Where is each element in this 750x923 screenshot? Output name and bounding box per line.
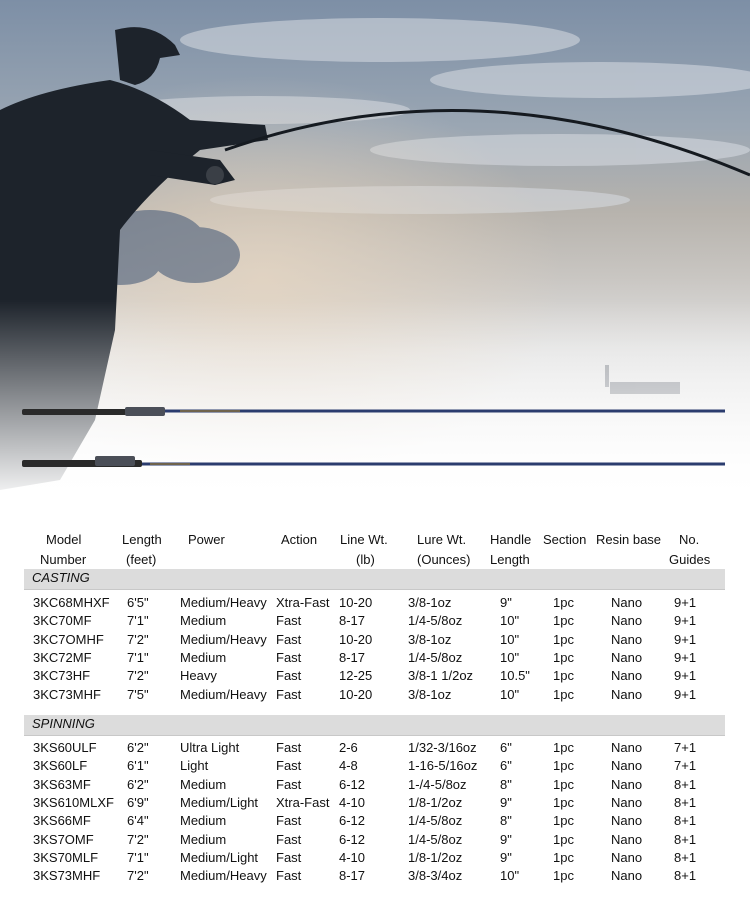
cell-line-weight: 4-8 xyxy=(339,758,358,774)
cell-model: 3KS610MLXF xyxy=(33,794,114,810)
cell-handle-length: 9" xyxy=(500,794,512,810)
cell-length: 7'1" xyxy=(127,613,149,629)
cell-power: Heavy xyxy=(180,668,217,684)
cell-length: 6'2" xyxy=(127,776,149,792)
cell-handle-length: 10.5" xyxy=(500,668,530,684)
cell-section: 1pc xyxy=(553,740,574,755)
cell-model: 3KS60ULF xyxy=(33,740,97,755)
header-resin: Resin base xyxy=(596,532,662,547)
cell-section: 1pc xyxy=(553,849,574,865)
cell-length: 6'5" xyxy=(127,595,149,610)
cell-resin-base: Nano xyxy=(611,686,643,702)
cell-model: 3KS60LF xyxy=(33,758,88,774)
cell-power: Ultra Light xyxy=(180,740,240,755)
cell-model: 3KC72MF xyxy=(33,649,92,665)
cell-guides: 9+1 xyxy=(674,631,697,647)
cell-action: Fast xyxy=(276,668,302,684)
cell-handle-length: 9" xyxy=(500,595,512,610)
cell-lure-weight: 3/8-1oz xyxy=(408,686,452,702)
header-handle: Handle xyxy=(490,532,532,547)
cell-length: 7'2" xyxy=(127,831,149,847)
cell-power: Medium/Heavy xyxy=(180,631,267,647)
cell-guides: 8+1 xyxy=(674,849,697,865)
reel-icon xyxy=(206,166,224,184)
cell-resin-base: Nano xyxy=(611,794,643,810)
cell-power: Light xyxy=(180,758,209,774)
cell-length: 7'2" xyxy=(127,668,149,684)
cell-power: Medium/Heavy xyxy=(180,868,267,884)
cell-guides: 7+1 xyxy=(674,740,697,755)
table-row xyxy=(0,849,750,867)
cell-model: 3KC73HF xyxy=(33,668,91,684)
casting-section-header xyxy=(24,569,725,590)
cell-power: Medium/Light xyxy=(180,794,259,810)
cell-guides: 7+1 xyxy=(674,758,697,774)
cell-power: Medium xyxy=(180,649,227,665)
cell-power: Medium/Light xyxy=(180,849,259,865)
cell-resin-base: Nano xyxy=(611,595,643,610)
cell-length: 7'2" xyxy=(127,868,149,884)
cell-model: 3KC68MHXF xyxy=(33,595,110,610)
cell-section: 1pc xyxy=(553,668,574,684)
cell-power: Medium xyxy=(180,613,227,629)
table-row xyxy=(0,739,750,757)
cell-action: Fast xyxy=(276,849,302,865)
cell-length: 7'5" xyxy=(127,686,149,702)
cell-model: 3KC70MF xyxy=(33,613,92,629)
cell-model: 3KS73MHF xyxy=(33,868,101,884)
cell-power: Medium/Heavy xyxy=(180,595,267,610)
table-row xyxy=(0,594,750,612)
cell-handle-length: 6" xyxy=(500,758,512,774)
cell-line-weight: 10-20 xyxy=(339,595,373,610)
cell-guides: 9+1 xyxy=(674,668,697,684)
cell-section: 1pc xyxy=(553,868,574,884)
cell-lure-weight: 1/4-5/8oz xyxy=(408,613,463,629)
cell-model: 3KS63MF xyxy=(33,776,91,792)
cell-resin-base: Nano xyxy=(611,776,643,792)
header-handle-2: Length xyxy=(490,552,530,567)
cell-section: 1pc xyxy=(553,613,574,629)
cell-resin-base: Nano xyxy=(611,668,643,684)
cell-model: 3KS70MLF xyxy=(33,849,99,865)
header-action: Action xyxy=(281,532,318,547)
cell-power: Medium xyxy=(180,776,227,792)
cell-action: Fast xyxy=(276,831,302,847)
cell-line-weight: 4-10 xyxy=(339,849,366,865)
cell-action: Fast xyxy=(276,776,302,792)
cell-handle-length: 10" xyxy=(500,631,520,647)
cell-section: 1pc xyxy=(553,776,574,792)
cell-action: Xtra-Fast xyxy=(276,794,330,810)
cell-lure-weight: 3/8-3/4oz xyxy=(408,868,463,884)
cell-length: 7'1" xyxy=(127,649,149,665)
cell-lure-weight: 1/8-1/2oz xyxy=(408,849,463,865)
header-model: Model xyxy=(46,532,82,547)
cell-lure-weight: 3/8-1oz xyxy=(408,595,452,610)
cell-lure-weight: 1/4-5/8oz xyxy=(408,813,463,829)
cell-lure-weight: 1-/4-5/8oz xyxy=(408,776,467,792)
cell-line-weight: 6-12 xyxy=(339,813,366,829)
cell-resin-base: Nano xyxy=(611,740,643,755)
cell-line-weight: 12-25 xyxy=(339,668,373,684)
cell-length: 7'2" xyxy=(127,631,149,647)
cell-resin-base: Nano xyxy=(611,649,643,665)
cell-lure-weight: 1-16-5/16oz xyxy=(408,758,478,774)
table-row xyxy=(0,831,750,849)
cell-resin-base: Nano xyxy=(611,813,643,829)
header-length-2: (feet) xyxy=(126,552,157,567)
cell-lure-weight: 3/8-1oz xyxy=(408,631,452,647)
cell-line-weight: 4-10 xyxy=(339,794,366,810)
cell-line-weight: 8-17 xyxy=(339,613,366,629)
cell-handle-length: 10" xyxy=(500,613,520,629)
header-section: Section xyxy=(543,532,587,547)
cell-length: 7'1" xyxy=(127,849,149,865)
header-line: Line Wt. xyxy=(340,532,388,547)
cell-power: Medium/Heavy xyxy=(180,686,267,702)
cell-section: 1pc xyxy=(553,631,574,647)
cell-section: 1pc xyxy=(553,794,574,810)
header-lure-2: (Ounces) xyxy=(417,552,471,567)
cell-section: 1pc xyxy=(553,686,574,702)
cell-guides: 9+1 xyxy=(674,595,697,610)
header-guides: No. xyxy=(679,532,700,547)
spec-table xyxy=(0,520,750,920)
cell-handle-length: 10" xyxy=(500,868,520,884)
spinning-section-header xyxy=(24,715,725,736)
casting-label: CASTING xyxy=(32,570,90,585)
cell-line-weight: 8-17 xyxy=(339,649,366,665)
table-row xyxy=(0,667,750,685)
cell-guides: 8+1 xyxy=(674,776,697,792)
cell-section: 1pc xyxy=(553,758,574,774)
cell-resin-base: Nano xyxy=(611,868,643,884)
cell-action: Fast xyxy=(276,740,302,755)
cell-power: Medium xyxy=(180,813,227,829)
cell-lure-weight: 1/32-3/16oz xyxy=(408,740,477,755)
header-line-2: (lb) xyxy=(356,552,375,567)
table-row xyxy=(0,867,750,885)
header-lure: Lure Wt. xyxy=(417,532,467,547)
cell-section: 1pc xyxy=(553,595,574,610)
cell-line-weight: 10-20 xyxy=(339,631,373,647)
table-row xyxy=(0,686,750,704)
cell-handle-length: 9" xyxy=(500,849,512,865)
cell-length: 6'4" xyxy=(127,813,149,829)
cell-resin-base: Nano xyxy=(611,758,643,774)
cell-model: 3KS7OMF xyxy=(33,831,94,847)
cell-handle-length: 8" xyxy=(500,813,512,829)
cell-resin-base: Nano xyxy=(611,831,643,847)
header-power: Power xyxy=(188,532,225,547)
cell-lure-weight: 1/4-5/8oz xyxy=(408,649,463,665)
cell-model: 3KC73MHF xyxy=(33,686,101,702)
cell-line-weight: 6-12 xyxy=(339,831,366,847)
cell-line-weight: 10-20 xyxy=(339,686,373,702)
cell-guides: 9+1 xyxy=(674,613,697,629)
cell-power: Medium xyxy=(180,831,227,847)
cell-handle-length: 8" xyxy=(500,776,512,792)
cell-line-weight: 8-17 xyxy=(339,868,366,884)
table-row xyxy=(0,776,750,794)
cell-section: 1pc xyxy=(553,831,574,847)
cell-action: Fast xyxy=(276,813,302,829)
cell-action: Fast xyxy=(276,868,302,884)
cell-guides: 8+1 xyxy=(674,813,697,829)
cell-resin-base: Nano xyxy=(611,613,643,629)
cell-resin-base: Nano xyxy=(611,849,643,865)
cell-model: 3KC7OMHF xyxy=(33,631,104,647)
cell-guides: 8+1 xyxy=(674,868,697,884)
cell-line-weight: 2-6 xyxy=(339,740,358,755)
cell-length: 6'2" xyxy=(127,740,149,755)
cell-action: Fast xyxy=(276,686,302,702)
header-guides-2: Guides xyxy=(669,552,711,567)
cell-handle-length: 10" xyxy=(500,686,520,702)
table-row xyxy=(0,757,750,775)
cell-action: Fast xyxy=(276,758,302,774)
cell-handle-length: 6" xyxy=(500,740,512,755)
header-length: Length xyxy=(122,532,162,547)
cell-guides: 9+1 xyxy=(674,686,697,702)
cell-action: Fast xyxy=(276,649,302,665)
cell-handle-length: 10" xyxy=(500,649,520,665)
cell-action: Fast xyxy=(276,613,302,629)
cell-section: 1pc xyxy=(553,813,574,829)
cell-length: 6'1" xyxy=(127,758,149,774)
cell-section: 1pc xyxy=(553,649,574,665)
table-row xyxy=(0,631,750,649)
cell-length: 6'9" xyxy=(127,794,149,810)
cell-lure-weight: 3/8-1 1/2oz xyxy=(408,668,474,684)
cell-line-weight: 6-12 xyxy=(339,776,366,792)
cell-lure-weight: 1/4-5/8oz xyxy=(408,831,463,847)
table-row xyxy=(0,612,750,630)
table-row xyxy=(0,812,750,830)
cell-action: Xtra-Fast xyxy=(276,595,330,610)
table-row xyxy=(0,794,750,812)
cell-action: Fast xyxy=(276,631,302,647)
cell-resin-base: Nano xyxy=(611,631,643,647)
spinning-label: SPINNING xyxy=(32,716,95,731)
cell-model: 3KS66MF xyxy=(33,813,91,829)
cell-handle-length: 9" xyxy=(500,831,512,847)
header-model-2: Number xyxy=(40,552,87,567)
cell-lure-weight: 1/8-1/2oz xyxy=(408,794,463,810)
cell-guides: 9+1 xyxy=(674,649,697,665)
cell-guides: 8+1 xyxy=(674,831,697,847)
table-row xyxy=(0,649,750,667)
cell-guides: 8+1 xyxy=(674,794,697,810)
